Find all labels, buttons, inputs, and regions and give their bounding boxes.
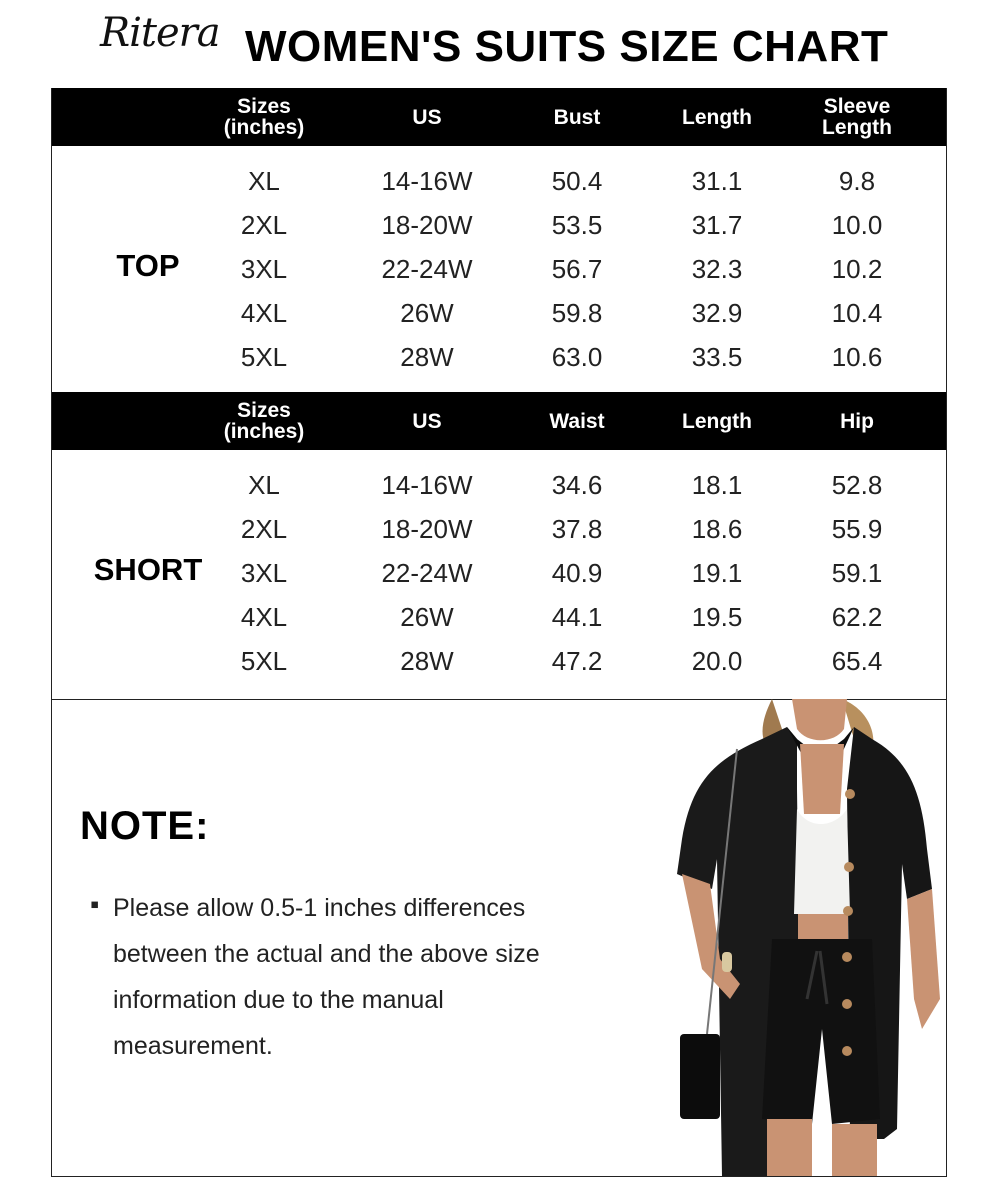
section-label-short: SHORT	[93, 552, 203, 587]
table-row	[52, 291, 946, 335]
button	[845, 789, 855, 799]
cell-us: 18-20W	[381, 513, 473, 544]
header-sizes: Sizes (inches)	[223, 399, 305, 443]
cell-hip: 52.8	[831, 469, 883, 500]
table-row	[52, 639, 946, 683]
chest-skin	[800, 744, 844, 814]
button	[843, 906, 853, 916]
cell-hip: 55.9	[831, 513, 883, 544]
cell-us: 14-16W	[381, 165, 473, 196]
cell-sleeve: 10.0	[831, 209, 883, 240]
table-row	[52, 247, 946, 291]
cell-sleeve: 10.2	[831, 253, 883, 284]
cell-size: 2XL	[240, 209, 288, 240]
table-row	[52, 203, 946, 247]
table-header	[52, 392, 946, 450]
cell-size: 4XL	[240, 601, 288, 632]
page-title: WOMEN'S SUITS SIZE CHART	[245, 22, 889, 71]
model-photo	[622, 699, 946, 1176]
cell-length: 20.0	[691, 645, 743, 676]
header-us: US	[412, 409, 442, 433]
cell-us: 14-16W	[381, 469, 473, 500]
table-row	[52, 159, 946, 203]
header-waist: Waist	[549, 409, 605, 433]
cell-us: 26W	[400, 297, 454, 328]
cell-us: 28W	[400, 341, 454, 372]
cell-waist: 34.6	[551, 469, 603, 500]
cell-us: 28W	[400, 645, 454, 676]
neck	[792, 699, 847, 740]
top-size-table	[51, 88, 947, 392]
cell-length: 31.7	[691, 209, 743, 240]
cell-sleeve: 9.8	[838, 165, 876, 196]
header-sleeve-length: Sleeve Length	[822, 95, 892, 139]
cell-sleeve: 10.6	[831, 341, 883, 372]
cell-size: 3XL	[240, 557, 288, 588]
note-title: NOTE:	[80, 804, 210, 848]
button	[842, 999, 852, 1009]
leg-left	[767, 1119, 812, 1176]
cell-length: 31.1	[691, 165, 743, 196]
midriff	[798, 914, 848, 942]
button	[844, 862, 854, 872]
cell-size: XL	[248, 469, 280, 500]
cell-waist: 37.8	[551, 513, 603, 544]
header-hip: Hip	[840, 409, 874, 433]
cell-length: 32.9	[691, 297, 743, 328]
cell-bust: 56.7	[551, 253, 603, 284]
bracelet	[722, 952, 732, 972]
cell-size: 2XL	[240, 513, 288, 544]
cell-size: 5XL	[240, 341, 288, 372]
cell-size: 5XL	[240, 645, 288, 676]
bag	[680, 1034, 720, 1119]
cell-length: 19.5	[691, 601, 743, 632]
header-us: US	[412, 105, 442, 129]
cell-length: 19.1	[691, 557, 743, 588]
title-row	[0, 0, 1000, 88]
crop-top	[794, 809, 850, 914]
header-sizes: Sizes (inches)	[223, 95, 305, 139]
cell-length: 32.3	[691, 253, 743, 284]
table-row	[52, 595, 946, 639]
arm-right	[907, 889, 940, 1029]
table-row	[52, 507, 946, 551]
table-header	[52, 88, 946, 146]
note-text: Please allow 0.5-1 inches differences between the actual and the above size information due to the manual measurement.	[113, 894, 540, 1060]
bullet-icon: ▪	[90, 889, 100, 919]
short-size-table	[51, 392, 947, 700]
cell-hip: 65.4	[831, 645, 883, 676]
button	[842, 952, 852, 962]
cell-hip: 59.1	[831, 557, 883, 588]
cell-size: 3XL	[240, 253, 288, 284]
table-row	[52, 335, 946, 379]
cell-waist: 47.2	[551, 645, 603, 676]
header-bust: Bust	[553, 105, 601, 129]
cell-size: XL	[248, 165, 280, 196]
cell-us: 26W	[400, 601, 454, 632]
header-length: Length	[682, 409, 752, 433]
header-length: Length	[682, 105, 752, 129]
cell-waist: 40.9	[551, 557, 603, 588]
brand-logo: Ritera	[100, 10, 220, 56]
cell-us: 22-24W	[381, 253, 473, 284]
cell-hip: 62.2	[831, 601, 883, 632]
button	[842, 1046, 852, 1056]
cell-size: 4XL	[240, 297, 288, 328]
cell-bust: 59.8	[551, 297, 603, 328]
leg-right	[832, 1124, 877, 1176]
cell-length: 33.5	[691, 341, 743, 372]
note-section	[51, 699, 947, 1177]
table-row	[52, 551, 946, 595]
cell-bust: 53.5	[551, 209, 603, 240]
cell-length: 18.1	[691, 469, 743, 500]
cell-sleeve: 10.4	[831, 297, 883, 328]
table-row	[52, 463, 946, 507]
cell-length: 18.6	[691, 513, 743, 544]
cell-bust: 50.4	[551, 165, 603, 196]
cell-waist: 44.1	[551, 601, 603, 632]
section-label-top: TOP	[116, 248, 180, 283]
cell-us: 18-20W	[381, 209, 473, 240]
cell-bust: 63.0	[551, 341, 603, 372]
cell-us: 22-24W	[381, 557, 473, 588]
